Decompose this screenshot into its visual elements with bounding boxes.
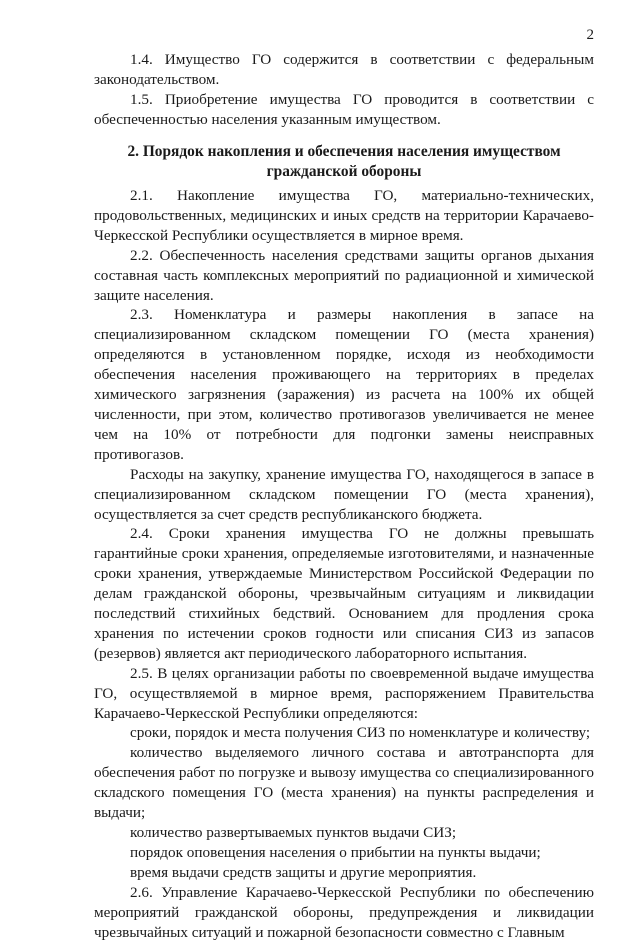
list-item-notification: порядок оповещения населения о прибытии на пункты выдачи; [130, 843, 541, 861]
paragraph-2-5: 2.5. В целях организации работы по своевременной выдаче имущества ГО, осуществляемой в мирное время, распоряжением Правительства Карачаево-Черкесской Республики определяются: [94, 664, 594, 722]
paragraph-2-2: 2.2. Обеспеченность населения средствами защиты органов дыхания составная часть комплексных мероприятий по радиационной и химической защите населения. [94, 246, 594, 304]
page-number: 2 [586, 27, 594, 43]
list-item-time: время выдачи средств защиты и другие мероприятия. [130, 863, 477, 881]
paragraph-2-3: 2.3. Номенклатура и размеры накопления в запасе на специализированном складском помещении ГО (места хранения) определяются в установленном порядке, исходя из необходимости обеспечения населения проживающего на территориях в пределах химического загрязнения (заражения) из расчета на 100% их общей численности, при этом, количество противогазов увеличивается не менее чем на 10% от потребности для подгонки замены неисправных противогазов. [94, 306, 594, 463]
paragraph-1-5: 1.5. Приобретение имущества ГО проводится в соответствии с обеспеченностью населения указанным имуществом. [94, 90, 594, 128]
section-2-body [94, 186, 594, 942]
paragraph-2-4: 2.4. Сроки хранения имущества ГО не должны превышать гарантийные сроки хранения, определяемые изготовителями, и назначенные сроки хранения, утверждаемые Министерством Российской Федерации по делам гражданской обороны, чрезвычайным ситуациям и ликвидации последствий стихийных бедствий. Основанием для продления срока хранения по истечении сроков годности или списания СИЗ из запасов (резервов) является акт периодического лабораторного испытания. [94, 525, 594, 662]
intro-paragraphs [94, 50, 594, 130]
paragraph-expenses: Расходы на закупку, хранение имущества ГО, находящегося в запасе в специализированном складском помещении ГО (места хранения), осуществляется за счет средств республиканского бюджета. [94, 465, 594, 523]
list-item-terms: сроки, порядок и места получения СИЗ по номенклатуре и количеству; [130, 724, 591, 742]
list-item-points-count: количество развертываемых пунктов выдачи СИЗ; [130, 824, 457, 841]
paragraph-2-6: 2.6. Управление Карачаево-Черкесской Республики по обеспечению мероприятий гражданской обороны, предупреждения и ликвидации чрезвычайных ситуаций и пожарной безопасности совместно с Главным [94, 883, 594, 941]
list-item-personnel: количество выделяемого личного состава и автотранспорта для обеспечения работ по погрузке и вывозу имущества со специализированного складского помещения ГО (места хранения) на пункты распределения и выдачи; [94, 744, 594, 822]
paragraph-1-4: 1.4. Имущество ГО содержится в соответствии с федеральным законодательством. [94, 51, 594, 88]
paragraph-2-1: 2.1. Накопление имущества ГО, материально-технических, продовольственных, медицинских и иных средств на территории Карачаево-Черкесской Республики осуществляется в мирное время. [94, 187, 594, 244]
section-title: 2. Порядок накопления и обеспечения населения имуществом гражданской обороны [127, 143, 561, 180]
